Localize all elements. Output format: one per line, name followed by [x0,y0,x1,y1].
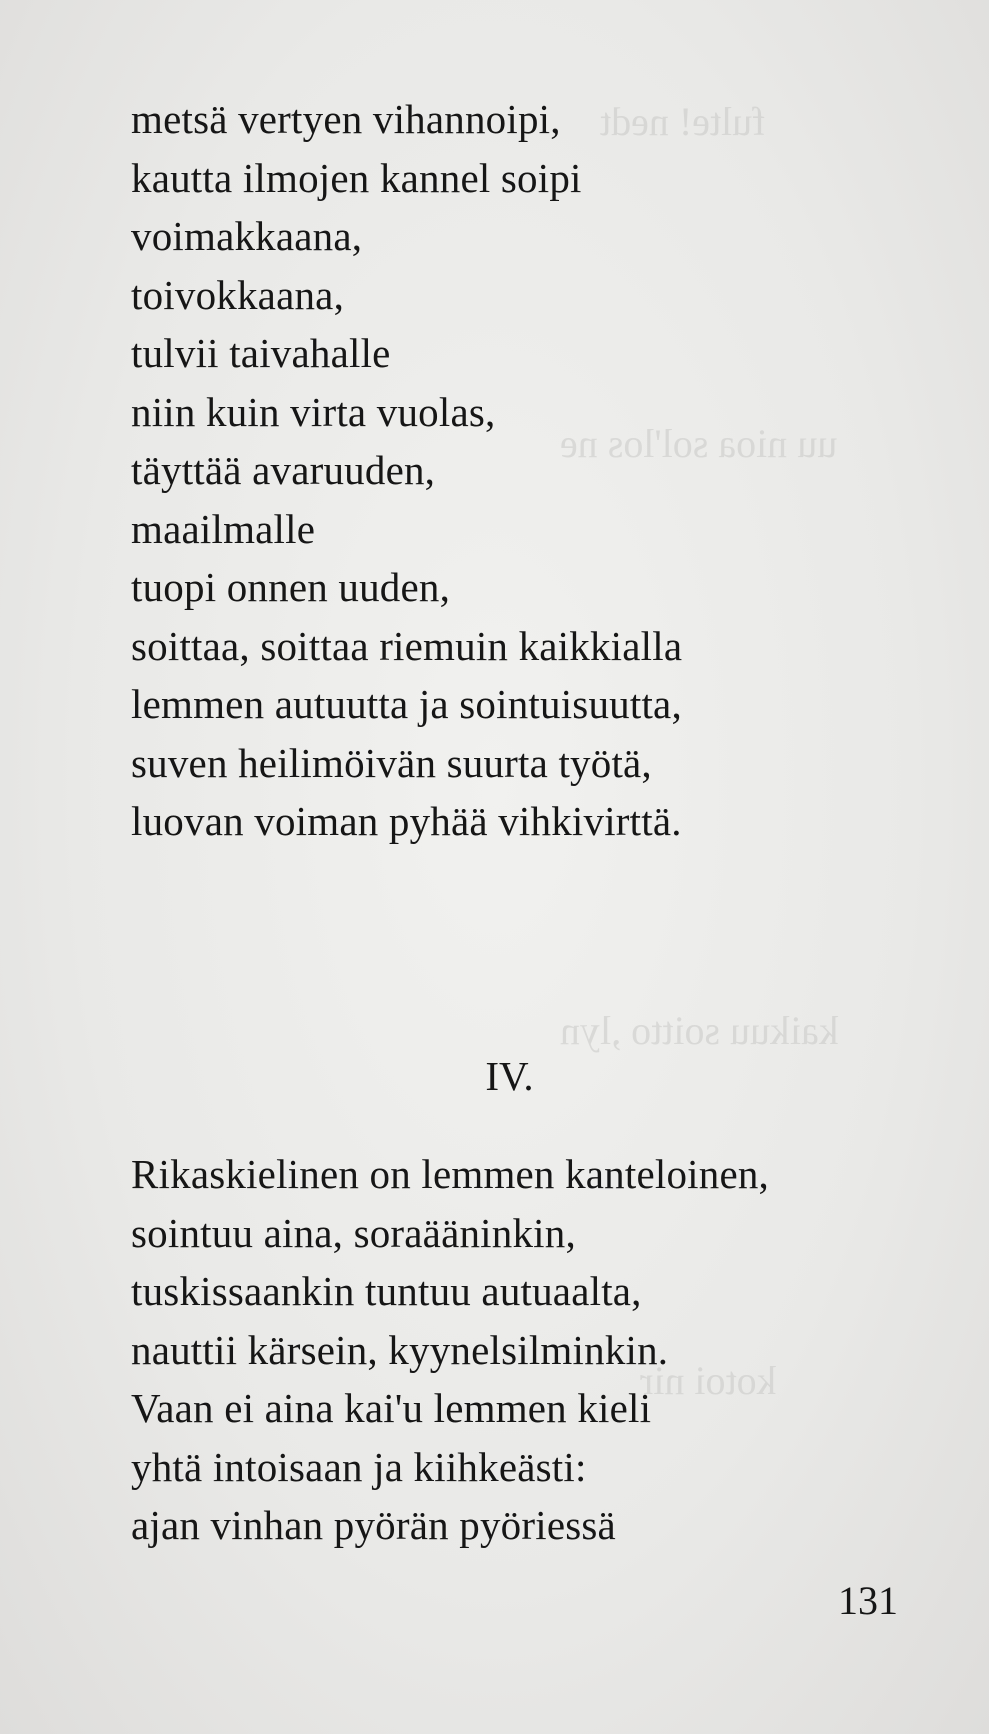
poem-line: yhtä intoisaan ja kiihkeästi: [131,1443,587,1490]
poem-line: luovan voiman pyhää vihkivirttä. [131,798,682,844]
poem-line: lemmen autuutta ja sointuisuutta, [131,681,682,727]
poem-line: nauttii kärsein, kyynelsilminkin. [131,1326,669,1373]
poem-line: kautta ilmojen kannel soipi [131,154,582,201]
poem-line: soittaa, soittaa riemuin kaikkialla [131,622,683,669]
poem-line: metsä vertyen vihannoipi, [131,96,561,142]
poem-stanza-2 [131,1145,769,1555]
section-heading: IV. [485,1053,534,1099]
poem-line: tuskissaankin tuntuu autuaalta, [131,1268,642,1314]
poem-line: sointuu aina, soraääninkin, [131,1209,576,1256]
poem-line: tulvii taivahalle [131,330,391,376]
show-through-texture: fulte! nedt [600,99,766,144]
page-number: 131 [838,1578,898,1623]
poem-line: Vaan ei aina kai'u lemmen kieli [131,1385,652,1431]
poem-line: tuopi onnen uuden, [131,564,451,610]
poem-stanza-1 [131,90,682,851]
poem-line: maailmalle [131,505,316,552]
show-through-texture: kaikuu soitto ,lyn [560,1008,839,1053]
poem-line: ajan vinhan pyörän pyöriessä [131,1502,616,1548]
poem-line: voimakkaana, [131,213,363,259]
poem-line: täyttää avaruuden, [131,447,436,493]
show-through-texture: kotoi nir [640,1358,777,1403]
poem-line: Rikaskielinen on lemmen kanteloinen, [131,1151,769,1197]
poem-line: niin kuin virta vuolas, [131,388,496,435]
poem-line: toivokkaana, [131,271,345,318]
poem-line: suven heilimöivän suurta työtä, [131,739,652,786]
show-through-texture: uu nioa sol'los ne [560,421,838,466]
